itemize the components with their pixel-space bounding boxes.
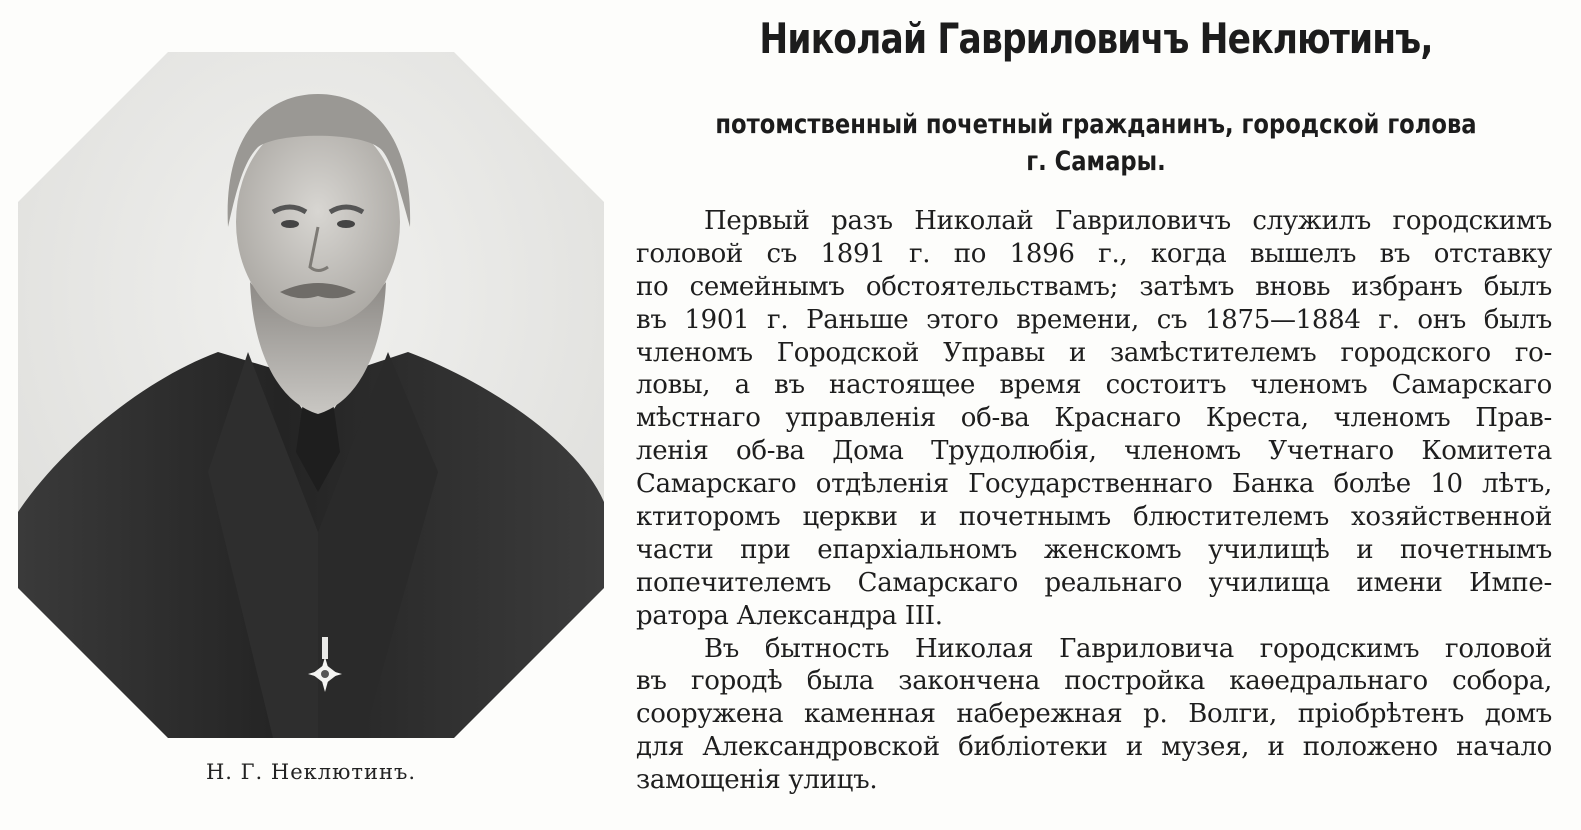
body-line: части при епархіальномъ женскомъ училищѣ и почетнымъ (636, 534, 1552, 565)
body-line: замощенія улицъ. (636, 765, 878, 796)
body-line: ловы, а въ настоящее время состоитъ членомъ Самарскаго (636, 370, 1552, 401)
body-line: ленія об-ва Дома Трудолюбія, членомъ Учетнаго Комитета (636, 436, 1552, 467)
subtitle-line: г. Самары. (1026, 146, 1166, 177)
article-title: Николай Гавриловичъ Неклютинъ, (759, 14, 1433, 63)
body-line: по семейнымъ обстоятельствамъ; затѣмъ вновь избранъ былъ (636, 271, 1552, 302)
portrait-photo (18, 52, 604, 738)
body-line: Первый разъ Николай Гавриловичъ служилъ городскимъ (704, 206, 1552, 236)
body-line: Въ бытность Николая Гавриловича городскимъ головой (704, 633, 1552, 664)
body-line: попечителемъ Самарскаго реальнаго училища имени Импе- (636, 567, 1552, 598)
body-line: членомъ Городской Управы и замѣстителемъ городского го- (636, 337, 1552, 368)
article-subtitle (710, 106, 1483, 180)
body-line: для Александровской библіотеки и музея, и положено начало (636, 732, 1552, 763)
body-line: Самарскаго отдѣленія Государственнаго Банка болѣе 10 лѣтъ, (636, 469, 1552, 500)
article-body (636, 205, 1552, 797)
body-line: ктиторомъ церкви и почетнымъ блюстителемъ хозяйственной (636, 502, 1552, 533)
body-line: въ городѣ была закончена постройка каѳедральнаго собора, (636, 666, 1552, 697)
body-line: сооружена каменная набережная р. Волги, пріобрѣтенъ домъ (636, 699, 1552, 730)
body-line: головой съ 1891 г. по 1896 г., когда вышелъ въ отставку (636, 238, 1552, 269)
body-line: ратора Александра III. (636, 600, 943, 631)
portrait-caption: Н. Г. Неклютинъ. (205, 760, 417, 784)
body-line: мѣстнаго управленія об-ва Краснаго Креста, членомъ Прав- (636, 403, 1552, 434)
body-line: въ 1901 г. Раньше этого времени, съ 1875—1884 г. онъ былъ (636, 304, 1552, 335)
subtitle-line: потомственный почетный гражданинъ, городской голова (715, 109, 1477, 140)
